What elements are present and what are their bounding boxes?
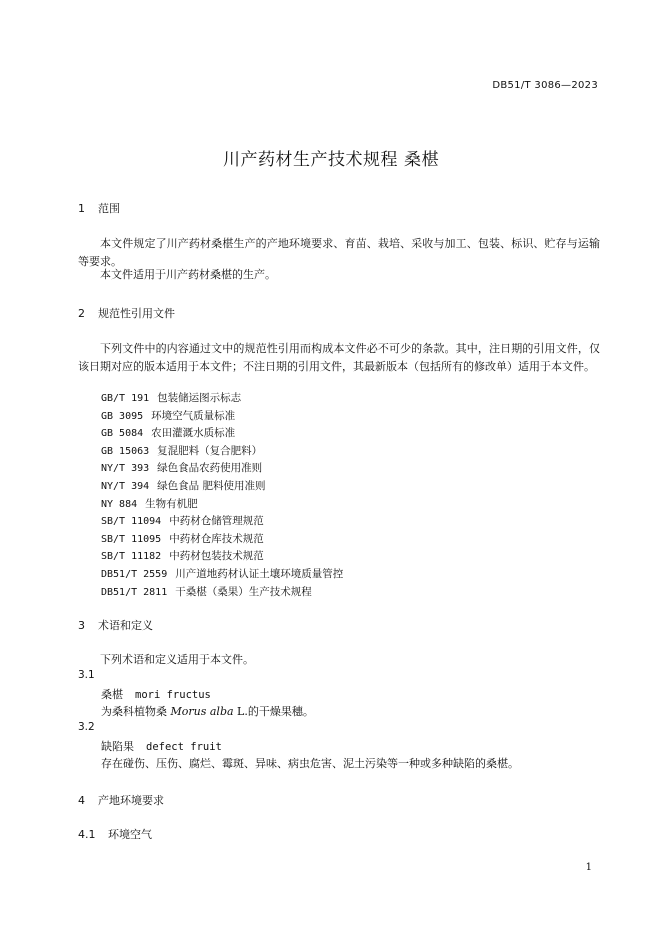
reference-code: NY/T 394 — [101, 481, 150, 492]
section-2-heading — [78, 305, 175, 321]
reference-item — [101, 478, 266, 493]
section-title: 术语和定义 — [98, 619, 153, 632]
document-title: 川产药材生产技术规程 桑椹 — [223, 150, 439, 170]
reference-name: 中药材仓库技术规范 — [169, 532, 264, 545]
reference-item — [101, 425, 235, 440]
reference-name: 包装储运图示标志 — [157, 392, 242, 404]
term-definition — [101, 755, 519, 771]
section-title: 规范性引用文件 — [98, 307, 175, 320]
reference-name: 中药材仓储管理规范 — [169, 515, 264, 528]
term-entry — [101, 738, 222, 754]
reference-code: GB 3095 — [101, 410, 144, 422]
reference-name: 绿色食品农药使用准则 — [157, 462, 263, 475]
reference-code: DB51/T 2811 — [101, 586, 168, 598]
term-number: 3.1 — [78, 669, 95, 681]
reference-name: 干桑椹（桑果）生产技术规程 — [175, 585, 312, 598]
term-en: defect fruit — [146, 741, 222, 753]
section-number: 4 — [78, 794, 85, 807]
reference-item — [101, 408, 235, 423]
section-title: 产地环境要求 — [98, 794, 164, 807]
reference-name: 农田灌溉水质标准 — [151, 427, 236, 440]
latin-name: Morus alba — [170, 705, 234, 718]
reference-item — [101, 460, 262, 475]
reference-item — [101, 513, 264, 528]
section-1-heading — [78, 200, 120, 216]
reference-code: GB/T 191 — [101, 393, 150, 404]
section-number: 2 — [78, 307, 85, 320]
term-zh: 缺陷果 — [101, 740, 134, 753]
term-number: 3.2 — [78, 721, 95, 733]
reference-name: 复混肥料（复合肥料） — [157, 444, 263, 457]
section-title: 范围 — [98, 202, 120, 215]
scope-paragraph-2: 本文件适用于川产药材桑椹的生产。 — [100, 268, 276, 281]
reference-code: DB51/T 2559 — [101, 569, 168, 580]
reference-item — [101, 584, 312, 599]
references-intro: 下列文件中的内容通过文中的规范性引用而构成本文件必不可少的条款。其中，注日期的引用文件，仅该日期对应的版本适用于本文件；不注日期的引用文件，其最新版本（包括所有的修改单）适用于本文件。 — [78, 342, 600, 373]
terms-intro: 下列术语和定义适用于本文件。 — [100, 653, 254, 666]
section-number: 3 — [78, 619, 85, 632]
standard-number: DB51/T 3086—2023 — [492, 80, 598, 91]
term-zh: 桑椹 — [101, 688, 123, 701]
reference-name: 中药材包装技术规范 — [169, 550, 264, 563]
term-definition — [101, 703, 314, 719]
reference-code: NY 884 — [101, 498, 138, 510]
reference-item — [101, 566, 343, 581]
section-3-heading — [78, 617, 153, 633]
definition-text: 为桑科植物桑 — [101, 705, 171, 718]
scope-paragraph-1: 本文件规定了川产药材桑椹生产的产地环境要求、育苗、栽培、采收与加工、包装、标识、贮存与运输等要求。 — [78, 237, 600, 268]
reference-item — [101, 531, 264, 546]
reference-name: 环境空气质量标准 — [151, 409, 236, 422]
reference-code: SB/T 11094 — [101, 516, 162, 528]
reference-item — [101, 548, 264, 563]
subsection-title: 环境空气 — [108, 828, 152, 841]
reference-item — [101, 390, 241, 405]
subsection-4-1-heading — [78, 826, 152, 842]
definition-text: 存在碰伤、压伤、腐烂、霉斑、异味、病虫危害、泥土污染等一种或多种缺陷的桑椹。 — [101, 757, 519, 770]
definition-text-end: L.的干燥果穗。 — [233, 705, 314, 718]
section-number: 1 — [78, 202, 85, 215]
term-en: mori fructus — [135, 689, 211, 701]
reference-code: SB/T 11095 — [101, 533, 162, 545]
page-number: 1 — [585, 862, 592, 873]
reference-code: SB/T 11182 — [101, 551, 162, 563]
reference-code: GB 15063 — [101, 445, 150, 457]
reference-name: 生物有机肥 — [145, 497, 198, 510]
reference-code: GB 5084 — [101, 428, 144, 440]
reference-item — [101, 496, 198, 511]
reference-name: 绿色食品 肥料使用准则 — [157, 480, 266, 492]
reference-code: NY/T 393 — [101, 463, 150, 475]
reference-item — [101, 443, 262, 458]
term-entry — [101, 686, 211, 702]
section-4-heading — [78, 792, 164, 808]
subsection-number: 4.1 — [78, 828, 96, 841]
reference-name: 川产道地药材认证土壤环境质量管控 — [175, 568, 344, 580]
